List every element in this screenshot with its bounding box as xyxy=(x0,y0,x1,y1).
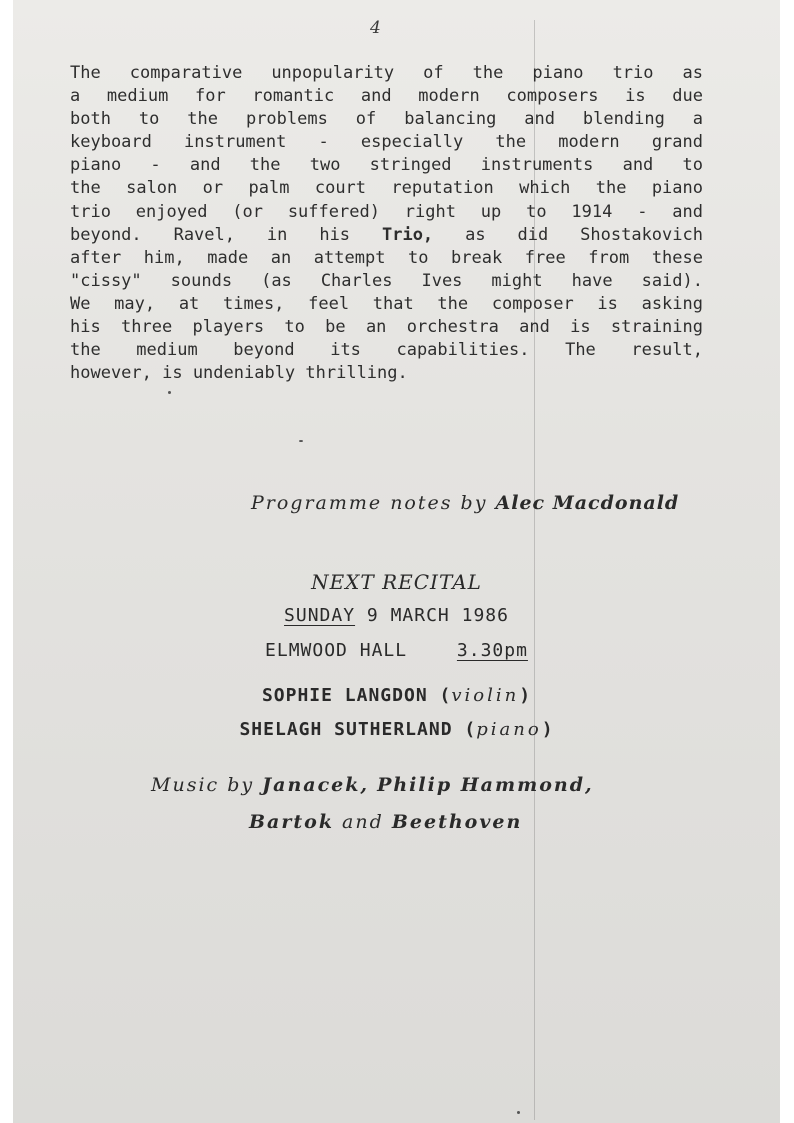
paper-speck xyxy=(517,1111,520,1114)
and-word: and xyxy=(342,811,384,833)
composer: Philip Hammond, xyxy=(377,774,594,796)
next-recital-heading: NEXT RECITAL xyxy=(311,570,482,594)
notes-line: however, is undeniably thrilling. xyxy=(70,363,408,384)
notes-line: The comparative unpopularity of the piano trio as xyxy=(70,63,703,83)
programme-page xyxy=(13,0,780,1123)
music-prefix: Music by xyxy=(151,774,255,796)
performer-violin: SOPHIE LANGDON (violin) xyxy=(261,685,532,706)
programme-notes-credit xyxy=(251,492,679,514)
performer-instrument: violin xyxy=(451,685,520,706)
performer-instrument: piano xyxy=(476,719,542,740)
notes-line: We may, at times, feel that the composer is asking xyxy=(70,293,703,314)
notes-line xyxy=(70,224,703,247)
composer: Bartok xyxy=(249,811,334,833)
notes-line: after him, made an attempt to break free from these xyxy=(70,247,703,268)
recital-time: 3.30pm xyxy=(456,640,528,661)
music-by-line xyxy=(151,774,594,796)
trio-title: Trio, xyxy=(381,224,434,245)
notes-line-start: beyond. Ravel, in his xyxy=(70,224,351,245)
notes-line: "cissy" sounds (as Charles Ives might have said). xyxy=(70,270,703,291)
programme-notes-paragraph xyxy=(70,62,703,385)
performer-name: SHELAGH SUTHERLAND xyxy=(239,719,453,740)
notes-line: the salon or palm court reputation which the piano xyxy=(70,178,703,199)
recital-date-text: 9 MARCH 1986 xyxy=(366,605,509,626)
notes-line: the medium beyond its capabilities. The result, xyxy=(70,340,703,361)
performer-piano: SHELAGH SUTHERLAND (piano) xyxy=(239,719,554,740)
performer-name: SOPHIE LANGDON xyxy=(261,685,428,706)
notes-line: both to the problems of balancing and blending a xyxy=(70,109,703,130)
recital-venue-time xyxy=(13,640,780,661)
recital-venue: ELMWOOD HALL xyxy=(265,640,408,661)
credit-author: Alec Macdonald xyxy=(495,492,680,514)
paper-speck xyxy=(299,440,303,442)
recital-date xyxy=(13,605,780,626)
notes-line-end: as did Shostakovich xyxy=(465,224,703,245)
recital-day: SUNDAY xyxy=(284,605,356,626)
composer: Beethoven xyxy=(391,811,523,833)
page-number: 4 xyxy=(370,18,381,38)
paper-speck xyxy=(168,391,171,394)
notes-line: a medium for romantic and modern composers is due xyxy=(70,86,703,107)
music-by-line-continued xyxy=(249,811,522,833)
credit-prefix: Programme notes by xyxy=(251,492,488,514)
notes-line: trio enjoyed (or suffered) right up to 1914 - and xyxy=(70,201,703,222)
composer: Janacek, xyxy=(262,774,370,796)
notes-line: keyboard instrument - especially the modern grand xyxy=(70,132,703,153)
notes-line: piano - and the two stringed instruments and to xyxy=(70,155,703,176)
notes-line: his three players to be an orchestra and is straining xyxy=(70,317,703,338)
